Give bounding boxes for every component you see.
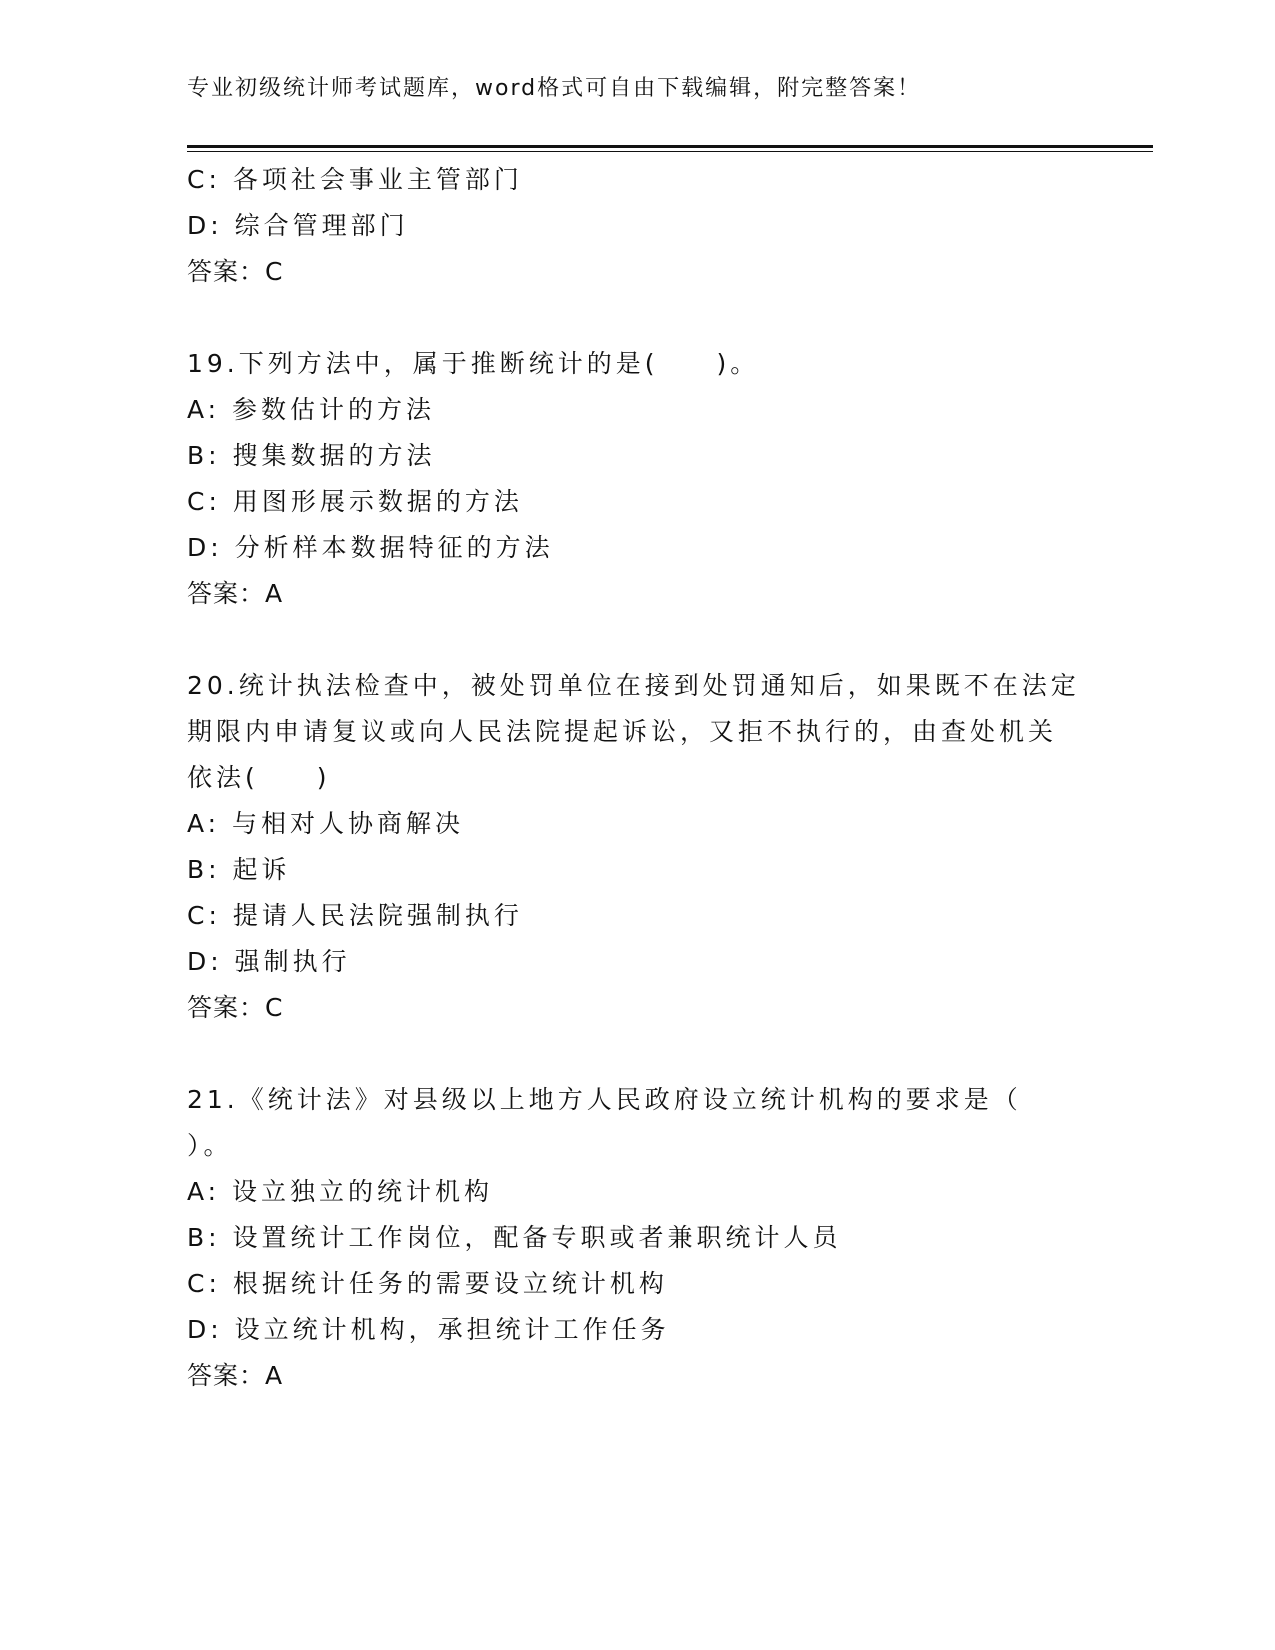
option-c: C: 用图形展示数据的方法 bbox=[187, 487, 523, 516]
option-d: D: 强制执行 bbox=[187, 947, 351, 976]
question-stem: 19.下列方法中，属于推断统计的是( )。 bbox=[187, 349, 760, 378]
question-stem-line-2: 期限内申请复议或向人民法院提起诉讼，又拒不执行的，由查处机关 bbox=[187, 717, 1058, 746]
question-19 bbox=[187, 341, 1107, 617]
question-stem-line-1: 20.统计执法检查中，被处罚单位在接到处罚通知后，如果既不在法定 bbox=[187, 671, 1080, 700]
header-rule-thick bbox=[187, 145, 1153, 148]
option-c: C: 根据统计任务的需要设立统计机构 bbox=[187, 1269, 668, 1298]
page-header-text: 专业初级统计师考试题库，word格式可自由下载编辑，附完整答案！ bbox=[187, 76, 922, 101]
header-rule-thin bbox=[187, 151, 1153, 152]
option-d: D: 综合管理部门 bbox=[187, 211, 409, 240]
option-a: A: 设立独立的统计机构 bbox=[187, 1177, 494, 1206]
answer-line: 答案：C bbox=[187, 993, 284, 1022]
option-a: A: 参数估计的方法 bbox=[187, 395, 436, 424]
option-d: D: 设立统计机构，承担统计工作任务 bbox=[187, 1315, 670, 1344]
answer-line: 答案：A bbox=[187, 1361, 284, 1390]
option-c: C: 各项社会事业主管部门 bbox=[187, 165, 523, 194]
option-d: D: 分析样本数据特征的方法 bbox=[187, 533, 554, 562]
answer-line: 答案：C bbox=[187, 257, 284, 286]
question-partial bbox=[187, 157, 1107, 295]
option-b: B: 搜集数据的方法 bbox=[187, 441, 436, 470]
option-b: B: 设置统计工作岗位，配备专职或者兼职统计人员 bbox=[187, 1223, 842, 1252]
question-21 bbox=[187, 1077, 1107, 1399]
answer-line: 答案：A bbox=[187, 579, 284, 608]
question-stem-line-3: 依法( ) bbox=[187, 763, 331, 792]
option-a: A: 与相对人协商解决 bbox=[187, 809, 465, 838]
question-list bbox=[187, 157, 1107, 1399]
option-b: B: 起诉 bbox=[187, 855, 291, 884]
option-c: C: 提请人民法院强制执行 bbox=[187, 901, 523, 930]
question-stem-line-1: 21.《统计法》对县级以上地方人民政府设立统计机构的要求是（ bbox=[187, 1085, 1022, 1114]
question-stem-line-2: ）。 bbox=[187, 1131, 233, 1160]
question-20 bbox=[187, 663, 1107, 1031]
